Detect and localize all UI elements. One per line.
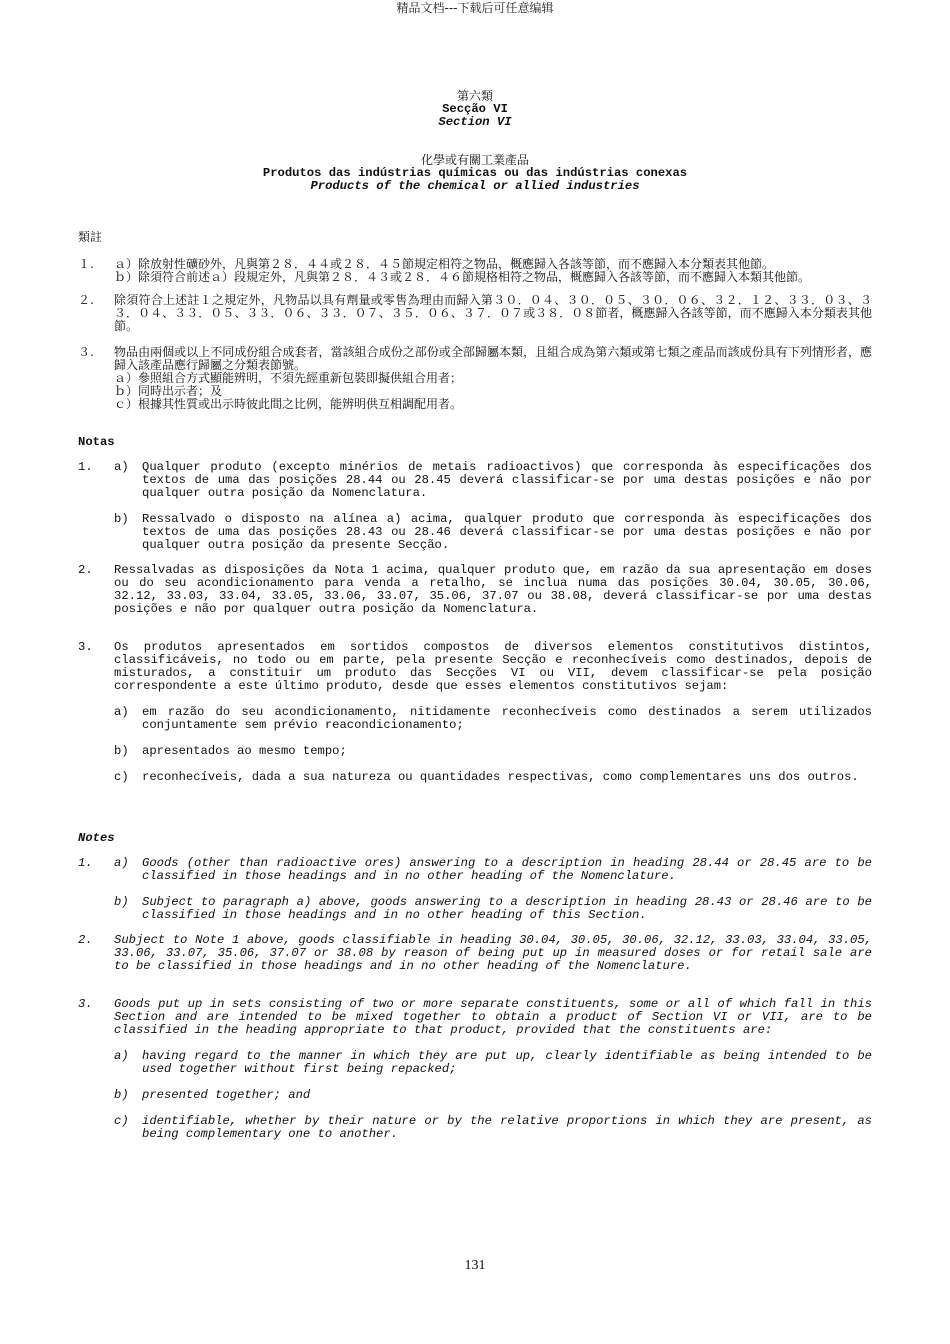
pt-note-1 bbox=[78, 461, 872, 552]
section-heading bbox=[0, 154, 950, 193]
pt-note-3-a-letter: a) bbox=[114, 705, 129, 719]
zh-note-2 bbox=[78, 294, 872, 333]
pt-notes-title: Notas bbox=[78, 435, 115, 449]
zh-note-3-c: ｃ）根據其性質或出示時彼此間之比例，能辨明供互相調配用者。 bbox=[114, 397, 463, 411]
en-note-1-a-letter: a) bbox=[114, 856, 129, 870]
zh-note-3-text: 物品由兩個或以上不同成份組合成套者，當該組合成份之部份或全部歸屬本類，且組合成為第六類或第七類之產品而該成份具有下列情形者，應歸入該產品應行歸屬之分類表節號。 bbox=[114, 345, 872, 372]
zh-notes-title: 類註 bbox=[78, 230, 103, 244]
en-note-1 bbox=[78, 857, 872, 922]
heading-zh: 化學或有關工業產品 bbox=[420, 153, 529, 167]
pt-note-2-number: 2. bbox=[78, 563, 93, 577]
en-note-1-b-letter: b) bbox=[114, 895, 129, 909]
pt-note-3-number: 3. bbox=[78, 640, 93, 654]
zh-note-2-number: ２. bbox=[78, 293, 94, 307]
zh-note-3-a: ａ）參照組合方式顯能辨明，不須先經重新包裝即擬供組合用者； bbox=[114, 371, 463, 385]
header-watermark: 精品文档---下载后可任意编辑 bbox=[396, 1, 554, 15]
pt-note-3-text: Os produtos apresentados em sortidos compostos de diversos elementos constitutivos distintos, classificáveis, no todo ou em parte, pela presente Secção e reconhecíveis como destinados, depois de misturados, a constituir um produto das Secções VI ou VII, devem classificar-se pela posição correspondente a este último produto, desde que esses elementos constitutivos sejam: bbox=[114, 640, 872, 693]
pt-note-1-b: Ressalvado o disposto na alínea a) acima, qualquer produto que corresponda às especificações dos textos de uma das posições 28.43 ou 28.46 deverá classificar-se por uma destas posições e não por qualquer outra posição da presente Secção. bbox=[142, 512, 872, 552]
pt-note-1-b-letter: b) bbox=[114, 512, 129, 526]
pt-note-3-b-letter: b) bbox=[114, 744, 129, 758]
section-title-zh: 第六類 bbox=[456, 89, 493, 103]
en-notes-title: Notes bbox=[78, 831, 115, 845]
en-note-1-b: Subject to paragraph a) above, goods answering to a description in heading 28.43 or 28.46 are to be classified in those headings and in no other heading of this Section. bbox=[142, 895, 872, 922]
en-note-3-c-letter: c) bbox=[114, 1114, 129, 1128]
pt-note-1-a-letter: a) bbox=[114, 460, 129, 474]
section-title-en: Section VI bbox=[438, 115, 512, 129]
en-note-3 bbox=[78, 998, 872, 1141]
zh-note-3 bbox=[78, 346, 872, 411]
en-note-2-number: 2. bbox=[78, 933, 93, 947]
pt-note-2 bbox=[78, 564, 872, 616]
en-note-1-a: Goods (other than radioactive ores) answering to a description in heading 28.44 or 28.45 are to be classified in those headings and in no other heading of the Nomenclature. bbox=[142, 856, 872, 883]
en-note-2-text: Subject to Note 1 above, goods classifiable in heading 30.04, 30.05, 30.06, 32.12, 33.03, 33.04, 33.05, 33.06, 33.07, 35.06, 37.07 or 38.08 by reason of being put up in measured doses or for retail sale are to be classified in those headings and in no other heading of the Nomenclature. bbox=[114, 933, 872, 973]
pt-note-3-c: reconhecíveis, dada a sua natureza ou quantidades respectivas, como complementares uns dos outros. bbox=[142, 770, 859, 784]
heading-pt: Produtos das indústrias químicas ou das indústrias conexas bbox=[262, 166, 688, 180]
zh-note-3-number: ３. bbox=[78, 345, 94, 359]
pt-note-3-a: em razão do seu acondicionamento, nitidamente reconhecíveis como destinados a serem utilizados conjuntamente sem prévio reacondicionamento; bbox=[142, 705, 872, 732]
en-note-1-number: 1. bbox=[78, 856, 93, 870]
pt-note-1-number: 1. bbox=[78, 460, 93, 474]
en-note-3-b-letter: b) bbox=[114, 1088, 129, 1102]
zh-note-1 bbox=[78, 258, 872, 284]
en-note-3-number: 3. bbox=[78, 997, 93, 1011]
en-note-3-text: Goods put up in sets consisting of two or more separate constituents, some or all of which fall in this Section and are intended to be mixed together to obtain a product of Section VI or VII, are to be classified in the heading appropriate to that product, provided that the constituents are: bbox=[114, 997, 872, 1037]
page-number: 131 bbox=[464, 1258, 486, 1273]
en-note-3-c: identifiable, whether by their nature or by the relative proportions in which they are present, as being complementary one to another. bbox=[142, 1114, 872, 1141]
zh-note-1-b: ｂ）除須符合前述ａ）段規定外，凡與第２８．４３或２８．４６節規格相符之物品，概應歸入各該等節，而不應歸入本類其他節。 bbox=[114, 270, 811, 284]
en-note-3-b: presented together; and bbox=[142, 1088, 311, 1102]
zh-note-3-b: ｂ）同時出示者；及 bbox=[114, 384, 223, 398]
en-note-2 bbox=[78, 934, 872, 973]
heading-en: Products of the chemical or allied industries bbox=[310, 179, 640, 193]
pt-note-3 bbox=[78, 641, 872, 784]
zh-note-1-a: ａ）除放射性礦砂外，凡與第２８．４４或２８．４５節規定相符之物品，概應歸入各該等節，而不應歸入本分類表其他節。 bbox=[114, 257, 775, 271]
pt-note-1-a: Qualquer produto (excepto minérios de metais radioactivos) que corresponda às especificações dos textos de uma das posições 28.44 ou 28.45 deverá classificar-se por uma destas posições e não por qualquer outra posição da Nomenclatura. bbox=[142, 460, 872, 500]
section-title bbox=[0, 90, 950, 129]
en-note-3-a: having regard to the manner in which they are put up, clearly identifiable as being intended to be used together without first being repacked; bbox=[142, 1049, 872, 1076]
zh-note-2-text: 除須符合上述註１之規定外，凡物品以具有劑量或零售為理由而歸入第３０．０４、３０．０５、３０．０６、３２．１２、３３．０３、３３．０４、３３．０５、３３．０６、３３．０７、３５．０６、３７．０７或３８．０８節者，概應歸入各該等節，而不應歸入本分類表其他節。 bbox=[114, 293, 872, 333]
en-note-3-a-letter: a) bbox=[114, 1049, 129, 1063]
pt-note-3-b: apresentados ao mesmo tempo; bbox=[142, 744, 347, 758]
zh-note-1-number: １. bbox=[78, 257, 94, 271]
pt-note-2-text: Ressalvadas as disposições da Nota 1 acima, qualquer produto que, em razão da sua apresentação em doses ou do seu acondicionamento para venda a retalho, se inclua numa das posições 30.04, 30.05, 30.06, 32.12, 33.03, 33.04, 33.05, 33.06, 33.07, 35.06, 37.07 ou 38.08, deverá classificar-se por uma destas posições e não por qualquer outra posição da Nomenclatura. bbox=[114, 563, 872, 616]
section-title-pt: Secção VI bbox=[442, 102, 508, 116]
pt-note-3-c-letter: c) bbox=[114, 770, 129, 784]
